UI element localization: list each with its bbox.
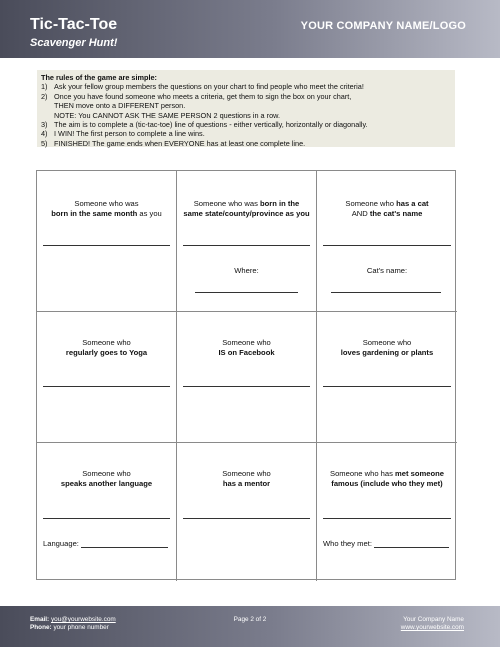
- cat-name-label: Cat's name:: [366, 266, 408, 275]
- rule-text: Ask your fellow group members the questions on your chart to find people who meet the criteria!: [54, 82, 364, 92]
- rule-note: NOTE: You CANNOT ASK THE SAME PERSON 2 questions in a row.: [54, 110, 281, 120]
- signature-line[interactable]: [323, 245, 451, 246]
- bingo-grid: [36, 170, 456, 580]
- signature-line[interactable]: [43, 245, 170, 246]
- cell-prompt: Someone who IS on Facebook: [218, 338, 275, 357]
- cell-prompt: Someone who was born in the same month as you: [51, 199, 162, 218]
- grid-cell-facebook[interactable]: [177, 312, 317, 443]
- where-label: Where:: [234, 266, 259, 275]
- footer-company: [401, 616, 464, 632]
- email-label: Email:: [30, 616, 50, 623]
- cell-prompt: Someone who regularly goes to Yoga: [65, 338, 148, 357]
- rules-box: [37, 70, 455, 147]
- grid-cell-has-cat[interactable]: [317, 171, 457, 312]
- language-label: Language:: [43, 539, 79, 548]
- cell-prompt: Someone who has met someone famous (include who they met): [330, 469, 444, 488]
- language-input-line[interactable]: [81, 540, 168, 548]
- signature-line[interactable]: [323, 386, 451, 387]
- rule-number: 3): [41, 120, 48, 130]
- company-logo-placeholder: YOUR COMPANY NAME/LOGO: [300, 20, 466, 32]
- cell-prompt: Someone who loves gardening or plants: [340, 338, 434, 357]
- rule-text: The aim is to complete a (tic-tac-toe) line of questions - either vertically, horizontally or diagonally.: [54, 120, 368, 130]
- rule-item: [41, 129, 451, 138]
- where-field[interactable]: [195, 292, 298, 293]
- rule-text: I WIN! The first person to complete a line wins.: [54, 129, 205, 139]
- who-they-met-field[interactable]: [323, 539, 449, 548]
- page-number: Page 2 of 2: [233, 616, 267, 623]
- cell-prompt: Someone who has a mentor: [222, 469, 271, 488]
- signature-line[interactable]: [183, 245, 310, 246]
- signature-line[interactable]: [323, 518, 451, 519]
- signature-line[interactable]: [183, 386, 310, 387]
- page-header: [0, 0, 500, 58]
- grid-cell-gardening[interactable]: [317, 312, 457, 443]
- who-they-met-input-line[interactable]: [374, 540, 449, 548]
- phone-label: Phone:: [30, 624, 52, 631]
- rule-text: Once you have found someone who meets a criteria, get them to sign the box on your chart,: [54, 91, 352, 101]
- email-link[interactable]: you@yourwebsite.com: [50, 616, 116, 623]
- grid-cell-language[interactable]: [37, 443, 177, 581]
- rule-text: FINISHED! The game ends when EVERYONE has at least one complete line.: [54, 138, 306, 148]
- document-subtitle: Scavenger Hunt!: [30, 37, 118, 49]
- signature-line[interactable]: [43, 518, 170, 519]
- cell-prompt: Someone who was born in the same state/county/province as you: [183, 199, 310, 218]
- grid-cell-met-famous[interactable]: [317, 443, 457, 581]
- grid-cell-yoga[interactable]: [37, 312, 177, 443]
- phone-value: your phone number: [53, 624, 109, 631]
- rule-number: 5): [41, 138, 48, 148]
- grid-cell-same-month[interactable]: [37, 171, 177, 312]
- rule-number: 2): [41, 91, 48, 101]
- rule-item: [41, 92, 451, 101]
- cell-prompt: Someone who has a cat AND the cat's name: [345, 199, 429, 218]
- document-title: Tic-Tac-Toe: [30, 16, 118, 33]
- grid-cell-mentor[interactable]: [177, 443, 317, 581]
- rule-continuation: THEN move onto a DIFFERENT person.: [54, 101, 186, 111]
- rule-number: 1): [41, 82, 48, 92]
- signature-line[interactable]: [43, 386, 170, 387]
- signature-line[interactable]: [183, 518, 310, 519]
- cell-prompt: Someone who speaks another language: [60, 469, 153, 488]
- rule-item: [41, 139, 451, 148]
- rule-item: [41, 82, 451, 91]
- who-they-met-label: Who they met:: [323, 539, 372, 548]
- grid-cell-same-state[interactable]: [177, 171, 317, 312]
- language-field[interactable]: [43, 539, 168, 548]
- website-link[interactable]: www.yourwebsite.com: [400, 624, 464, 631]
- rules-heading: The rules of the game are simple:: [41, 73, 157, 82]
- rule-number: 4): [41, 129, 48, 139]
- rule-item: [41, 120, 451, 129]
- page-footer: [0, 606, 500, 647]
- cat-name-field[interactable]: [331, 292, 441, 293]
- company-name: Your Company Name: [403, 616, 464, 623]
